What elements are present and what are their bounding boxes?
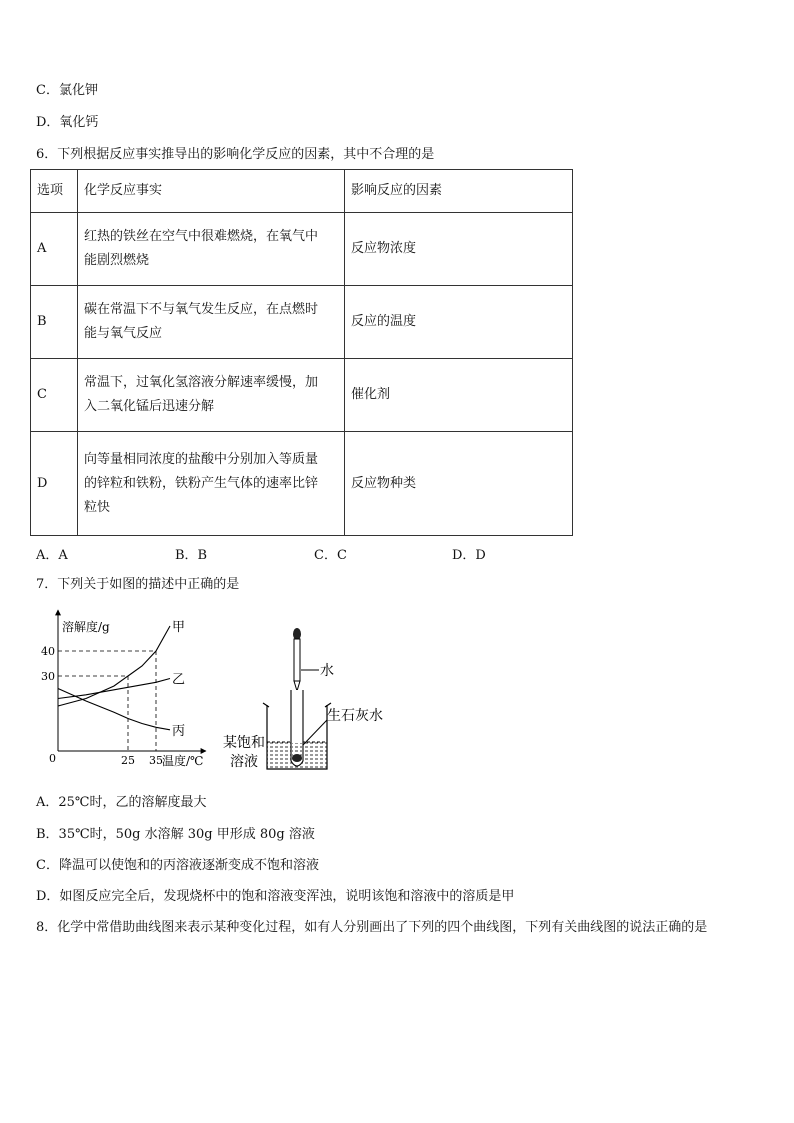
choice-c: C．C <box>314 548 347 563</box>
dropper-tip <box>294 681 300 691</box>
row-option: B <box>31 286 78 359</box>
table-row <box>31 359 573 432</box>
table-row <box>31 286 573 359</box>
row-option: C <box>31 359 78 432</box>
series-label-3: 丙 <box>172 723 186 739</box>
row-factor: 催化剂 <box>345 359 573 432</box>
quicklime-solid <box>292 754 302 762</box>
question-6-choices <box>36 544 596 562</box>
row-fact <box>78 432 345 536</box>
option-d-text: D．氧化钙 <box>36 115 99 130</box>
header-fact: 化学反应事实 <box>78 170 345 213</box>
question-8-stem: 8．化学中常借助曲线图来表示某种变化过程，如有人分别画出了下列的四个曲线图，下列有关曲线图的说法正确的是 <box>36 920 708 935</box>
y-axis-label: 溶解度/g <box>62 620 110 634</box>
series-label-2: 乙 <box>172 672 186 688</box>
solubility-chart <box>30 606 210 776</box>
fact-line: 红热的铁丝在空气中很难燃烧，在氧气中 <box>84 229 319 244</box>
saturated-label-2: 溶液 <box>230 754 258 770</box>
header-option: 选项 <box>31 170 78 213</box>
series-label-1: 甲 <box>172 620 186 635</box>
table-header-row <box>31 170 573 213</box>
origin-label: 0 <box>49 752 56 765</box>
header-factor: 影响反应的因素 <box>345 170 573 213</box>
q7-option-d: D．如图反应完全后，发现烧杯中的饱和溶液变浑浊，说明该饱和溶液中的溶质是甲 <box>36 889 515 904</box>
row-option: D <box>31 432 78 536</box>
question-6-stem: 6．下列根据反应事实推导出的影响化学反应的因素，其中不合理的是 <box>36 147 435 162</box>
fact-line: 粒快 <box>84 499 111 515</box>
beaker-apparatus <box>215 625 415 775</box>
dropper-bulb <box>293 628 301 640</box>
choice-b: B．B <box>175 548 208 563</box>
fact-line: 的锌粒和铁粉，铁粉产生气体的速率比锌 <box>84 475 319 491</box>
q7-option-a: A．25℃时，乙的溶解度最大 <box>36 795 207 810</box>
row-factor: 反应的温度 <box>345 286 573 359</box>
limewater-label: 生石灰水 <box>327 708 383 724</box>
row-option: A <box>31 213 78 286</box>
dropper-tube <box>294 639 300 681</box>
x-axis-label: 温度/℃ <box>162 754 204 768</box>
x-tick-label: 25 <box>121 754 135 767</box>
saturated-label-1: 某饱和 <box>223 735 265 751</box>
row-fact <box>78 286 345 359</box>
row-factor: 反应物浓度 <box>345 213 573 286</box>
series-line-3 <box>58 689 170 730</box>
water-label: 水 <box>320 663 334 679</box>
fact-line: 能与氧气反应 <box>84 326 163 341</box>
fact-line: 入二氧化锰后迅速分解 <box>84 399 215 414</box>
q7-option-b: B．35℃时，50g 水溶解 30g 甲形成 80g 溶液 <box>36 827 315 842</box>
fact-line: 能剧烈燃烧 <box>84 253 150 268</box>
fact-line: 向等量相同浓度的盐酸中分别加入等质量 <box>84 451 319 467</box>
row-fact <box>78 359 345 432</box>
choice-d: D．D <box>452 548 486 563</box>
reaction-factors-table <box>30 169 573 536</box>
row-factor: 反应物种类 <box>345 432 573 536</box>
question-7-stem: 7．下列关于如图的描述中正确的是 <box>36 577 240 592</box>
fact-line: 碳在常温下不与氧气发生反应，在点燃时 <box>84 302 319 317</box>
option-c-text: C．氯化钾 <box>36 83 98 98</box>
y-tick-label: 40 <box>41 645 55 658</box>
y-tick-label: 30 <box>41 670 55 683</box>
limewater-leader <box>303 720 327 745</box>
row-fact <box>78 213 345 286</box>
table-row <box>31 432 573 536</box>
choice-a: A．A <box>36 548 68 563</box>
series-line-1 <box>58 626 170 706</box>
x-tick-label: 35 <box>149 754 163 767</box>
table-row <box>31 213 573 286</box>
fact-line: 常温下，过氧化氢溶液分解速率缓慢，加 <box>84 375 319 390</box>
q7-option-c: C．降温可以使饱和的丙溶液逐渐变成不饱和溶液 <box>36 858 319 873</box>
